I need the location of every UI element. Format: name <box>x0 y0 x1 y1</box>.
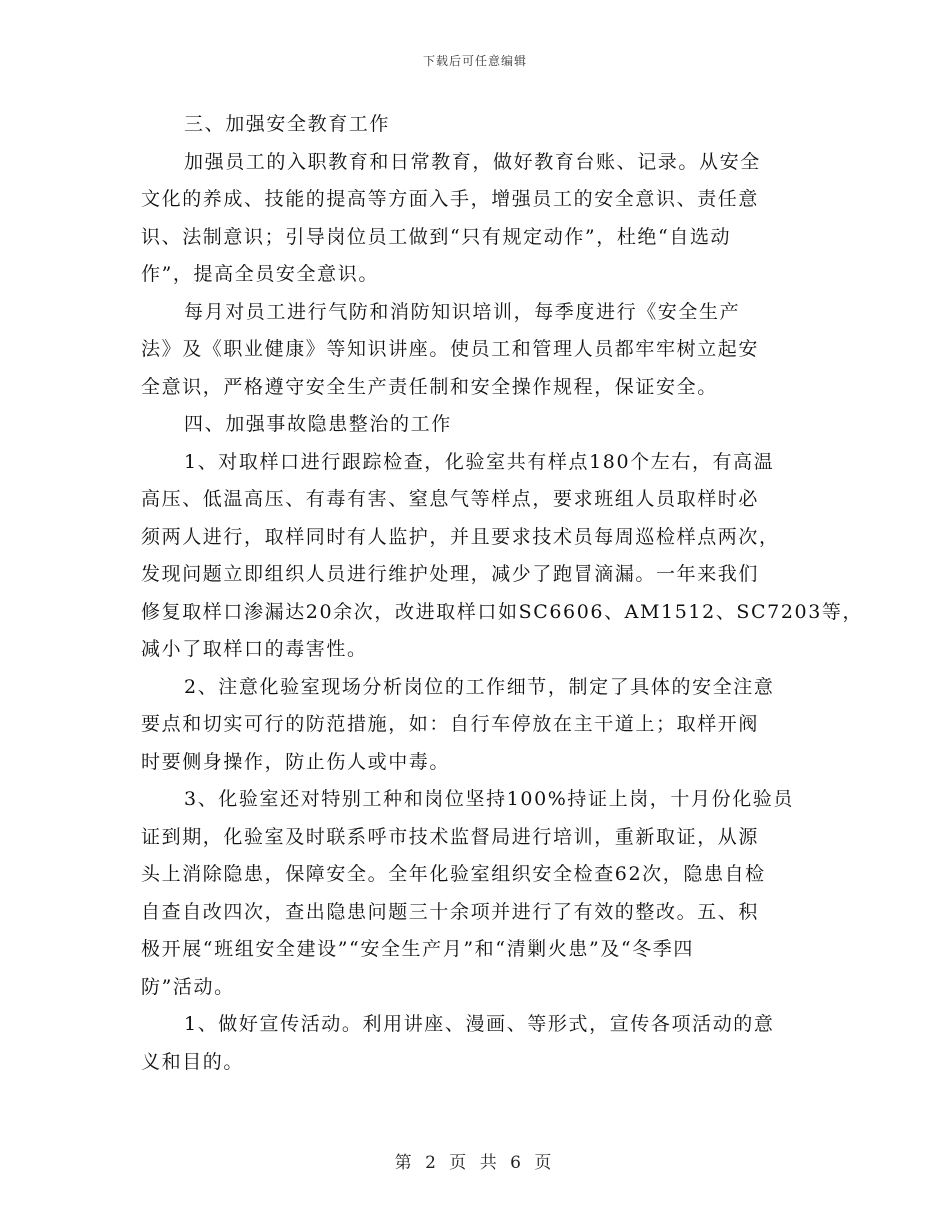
text-line: 须两人进行，取样同时有人监护，并且要求技术员每周巡检样点两次， <box>141 525 780 548</box>
text-line: 三、加强安全教育工作 <box>184 113 391 135</box>
page-number: 第 2 页 共 6 页 <box>394 1153 556 1173</box>
text-line: 头上消除隐患，保障安全。全年化验室组织安全检查62次，隐患自检 <box>141 863 766 885</box>
text-line: 识、法制意识；引导岗位员工做到“只有规定动作”，杜绝“自选动 <box>141 225 732 248</box>
text-line: 自查自改四次，查出隐患问题三十余项并进行了有效的整改。五、积 <box>141 900 760 923</box>
text-line: 减小了取样口的毒害性。 <box>141 638 368 660</box>
text-line: 防”活动。 <box>141 975 235 998</box>
text-line: 作”，提高全员安全意识。 <box>141 263 379 285</box>
text-line: 每月对员工进行气防和消防知识培训，每季度进行《安全生产 <box>184 300 741 323</box>
text-line: 法》及《职业健康》等知识讲座。使员工和管理人员都牢牢树立起安 <box>141 338 760 360</box>
text-line: 修复取样口渗漏达20余次，改进取样口如SC6606、AM1512、SC7203等， <box>141 600 864 623</box>
text-line: 3、化验室还对特别工种和岗位坚持100%持证上岗，十月份化验员 <box>184 788 795 810</box>
text-line: 全意识，严格遵守安全生产责任制和安全操作规程，保证安全。 <box>141 375 718 398</box>
text-line: 1、对取样口进行跟踪检查，化验室共有样点180个左右，有高温 <box>184 450 775 473</box>
text-line: 2、注意化验室现场分析岗位的工作细节，制定了具体的安全注意 <box>184 675 775 698</box>
text-line: 义和目的。 <box>141 1050 245 1073</box>
text-line: 时要侧身操作，防止伤人或中毒。 <box>141 750 451 773</box>
text-line: 高压、低温高压、有毒有害、窒息气等样点，要求班组人员取样时必 <box>141 488 760 510</box>
text-line: 1、做好宣传活动。利用讲座、漫画、等形式，宣传各项活动的意 <box>184 1013 775 1035</box>
text-line: 四、加强事故隐患整治的工作 <box>184 413 452 435</box>
text-line: 要点和切实可行的防范措施，如：自行车停放在主干道上；取样开阀 <box>141 713 760 735</box>
page-header: 下载后可任意编辑 <box>422 54 527 68</box>
text-line: 文化的养成、技能的提高等方面入手，增强员工的安全意识、责任意 <box>141 188 760 210</box>
document-body <box>141 106 864 1081</box>
text-line: 极开展“班组安全建设”“安全生产月”和“清剿火患”及“冬季四 <box>141 938 694 960</box>
text-line: 证到期，化验室及时联系呼市技术监督局进行培训，重新取证，从源 <box>141 825 760 848</box>
text-line: 发现问题立即组织人员进行维护处理，减少了跑冒滴漏。一年来我们 <box>141 563 760 585</box>
text-line: 加强员工的入职教育和日常教育，做好教育台账、记录。从安全 <box>184 150 761 173</box>
